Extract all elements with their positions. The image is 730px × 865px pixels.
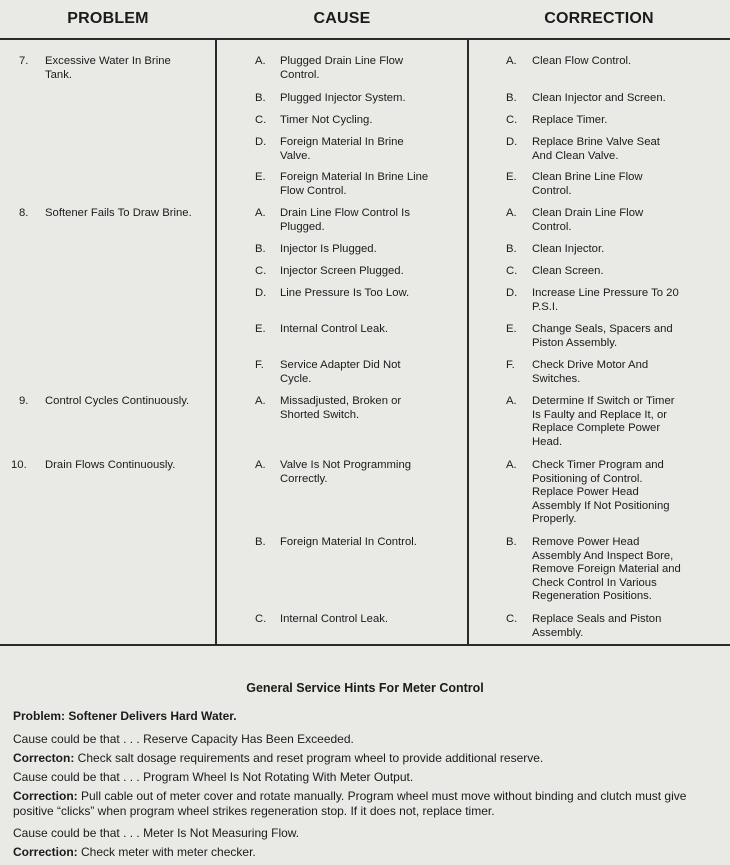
correction-text: Clean Injector. (532, 243, 605, 255)
correction-letter: C. (506, 114, 518, 126)
hints-problem-label: Problem: Softener Delivers Hard Water. (13, 709, 237, 723)
correction-text: Clean Screen. (532, 265, 604, 277)
correction-letter: B. (506, 536, 517, 548)
cause-letter: B. (255, 536, 266, 548)
cause-text: Plugged Drain Line Flow Control. (280, 55, 404, 81)
correction-letter: D. (506, 136, 518, 148)
correction-letter: B. (506, 243, 517, 255)
correction-letter: C. (506, 613, 518, 625)
correction-text: Check Timer Program and Positioning of Control. Replace Power Head Assembly If Not Positioning Properly. (532, 459, 670, 526)
correction-letter: A. (506, 459, 517, 471)
correction-text: Replace Brine Valve Seat And Clean Valve. (532, 136, 660, 162)
correction-letter: A. (506, 395, 517, 407)
cause-letter: C. (255, 114, 267, 126)
correction-line: Correction: Check meter with meter checker. (13, 845, 256, 859)
correction-text: Change Seals, Spacers and Piston Assembly. (532, 323, 673, 349)
cause-letter: B. (255, 243, 266, 255)
cause-text: Line Pressure Is Too Low. (280, 287, 410, 299)
cause-text: Drain Line Flow Control Is Plugged. (280, 207, 410, 233)
cause-letter: B. (255, 92, 266, 104)
cause-text: Foreign Material In Brine Line Flow Control. (280, 171, 429, 197)
cause-letter: A. (255, 55, 266, 67)
correction-letter: A. (506, 55, 517, 67)
correction-text: Clean Drain Line Flow Control. (532, 207, 644, 233)
correction-text: Determine If Switch or Timer Is Faulty and Replace It, or Replace Complete Power Head. (532, 395, 675, 448)
cause-text: Internal Control Leak. (280, 613, 389, 625)
correction-label: Correction: (13, 789, 78, 803)
cause-line: Cause could be that . . . Program Wheel Is Not Rotating With Meter Output. (13, 770, 414, 784)
cause-letter: C. (255, 613, 267, 625)
correction-text: Clean Injector and Screen. (532, 92, 666, 104)
problem-column-header: PROBLEM (67, 10, 149, 27)
problem-number: 7. (19, 55, 29, 67)
hints-title: General Service Hints For Meter Control (246, 681, 484, 695)
correction-column-header: CORRECTION (544, 10, 654, 27)
problem-text: Drain Flows Continuously. (45, 459, 176, 471)
cause-letter: A. (255, 395, 266, 407)
correction-text: Remove Power Head Assembly And Inspect Bore, Remove Foreign Material and Check Control In Various Regeneration Positions. (532, 536, 681, 603)
correction-letter: C. (506, 265, 518, 277)
table-bottom-divider (0, 644, 730, 646)
cause-text: Plugged Injector System. (280, 92, 406, 104)
correction-text: Clean Flow Control. (532, 55, 632, 67)
cause-letter: F. (255, 359, 264, 371)
cause-letter: A. (255, 207, 266, 219)
correction-letter: A. (506, 207, 517, 219)
correction-letter: B. (506, 92, 517, 104)
correction-text: Increase Line Pressure To 20 P.S.I. (532, 287, 679, 313)
cause-text: Service Adapter Did Not Cycle. (280, 359, 401, 385)
correction-label: Correcton: (13, 751, 75, 765)
cause-letter: D. (255, 287, 267, 299)
problem-text: Control Cycles Continuously. (45, 395, 190, 407)
correction-text: Replace Seals and Piston Assembly. (532, 613, 662, 639)
correction-text: Replace Timer. (532, 114, 608, 126)
cause-line: Cause could be that . . . Reserve Capacity Has Been Exceeded. (13, 732, 354, 746)
problem-number: 8. (19, 207, 29, 219)
cause-text: Timer Not Cycling. (280, 114, 373, 126)
correction-line: Correction: Pull cable out of meter cover and rotate manually. Program wheel must move without binding and clutch must give positive “clicks” when program wheel strikes regeneration stop. If it does not, replace timer. (13, 789, 687, 818)
cause-line: Cause could be that . . . Meter Is Not Measuring Flow. (13, 826, 300, 840)
cause-text: Injector Is Plugged. (280, 243, 377, 255)
header-divider (0, 38, 730, 40)
cause-text: Missadjusted, Broken or Shorted Switch. (280, 395, 402, 421)
correction-letter: E. (506, 323, 517, 335)
correction-label: Correction: (13, 845, 78, 859)
column-divider-left (215, 38, 217, 644)
cause-letter: A. (255, 459, 266, 471)
column-divider-right (467, 38, 469, 644)
problem-number: 9. (19, 395, 29, 407)
cause-column-header: CAUSE (313, 10, 371, 27)
cause-text: Injector Screen Plugged. (280, 265, 404, 277)
problem-text: Softener Fails To Draw Brine. (45, 207, 192, 219)
cause-text: Valve Is Not Programming Correctly. (280, 459, 412, 485)
problem-text: Excessive Water In Brine Tank. (45, 55, 171, 81)
correction-letter: F. (506, 359, 515, 371)
cause-text: Internal Control Leak. (280, 323, 389, 335)
problem-number: 10. (11, 459, 27, 471)
cause-letter: E. (255, 171, 266, 183)
correction-text: Clean Brine Line Flow Control. (532, 171, 643, 197)
cause-letter: D. (255, 136, 267, 148)
cause-letter: E. (255, 323, 266, 335)
cause-text: Foreign Material In Control. (280, 536, 417, 548)
cause-letter: C. (255, 265, 267, 277)
correction-letter: E. (506, 171, 517, 183)
correction-letter: D. (506, 287, 518, 299)
cause-text: Foreign Material In Brine Valve. (280, 136, 404, 162)
correction-line: Correcton: Check salt dosage requirements and reset program wheel to provide additional reserve. (13, 751, 544, 765)
correction-text: Check Drive Motor And Switches. (532, 359, 649, 385)
